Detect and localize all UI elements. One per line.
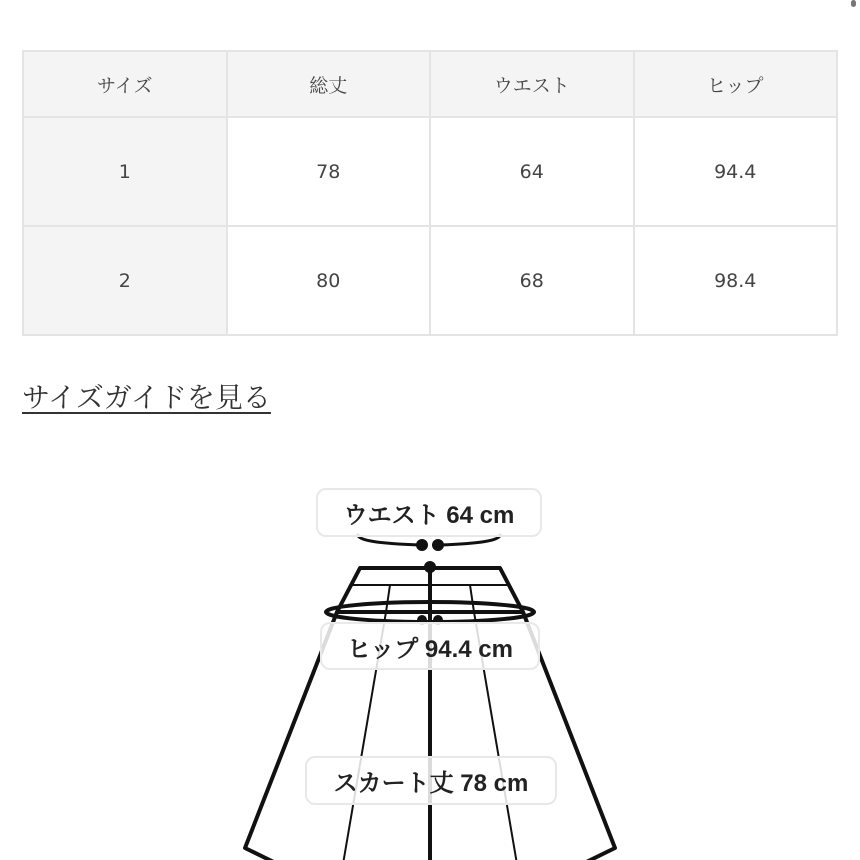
cell-waist: 64 bbox=[430, 117, 634, 226]
cell-hip: 94.4 bbox=[634, 117, 838, 226]
length-label: スカート丈 78 cm bbox=[305, 756, 557, 805]
header-waist: ウエスト bbox=[430, 51, 634, 117]
size-guide-link[interactable]: サイズガイドを見る bbox=[22, 381, 271, 414]
cell-hip: 98.4 bbox=[634, 226, 838, 335]
header-hip: ヒップ bbox=[634, 51, 838, 117]
header-size: サイズ bbox=[23, 51, 227, 117]
cell-waist: 68 bbox=[430, 226, 634, 335]
waist-label: ウエスト 64 cm bbox=[316, 488, 542, 537]
cell-length: 78 bbox=[227, 117, 431, 226]
cell-size: 1 bbox=[23, 117, 227, 226]
header-length: 総丈 bbox=[227, 51, 431, 117]
cell-length: 80 bbox=[227, 226, 431, 335]
cell-size: 2 bbox=[23, 226, 227, 335]
hip-label: ヒップ 94.4 cm bbox=[320, 622, 540, 670]
